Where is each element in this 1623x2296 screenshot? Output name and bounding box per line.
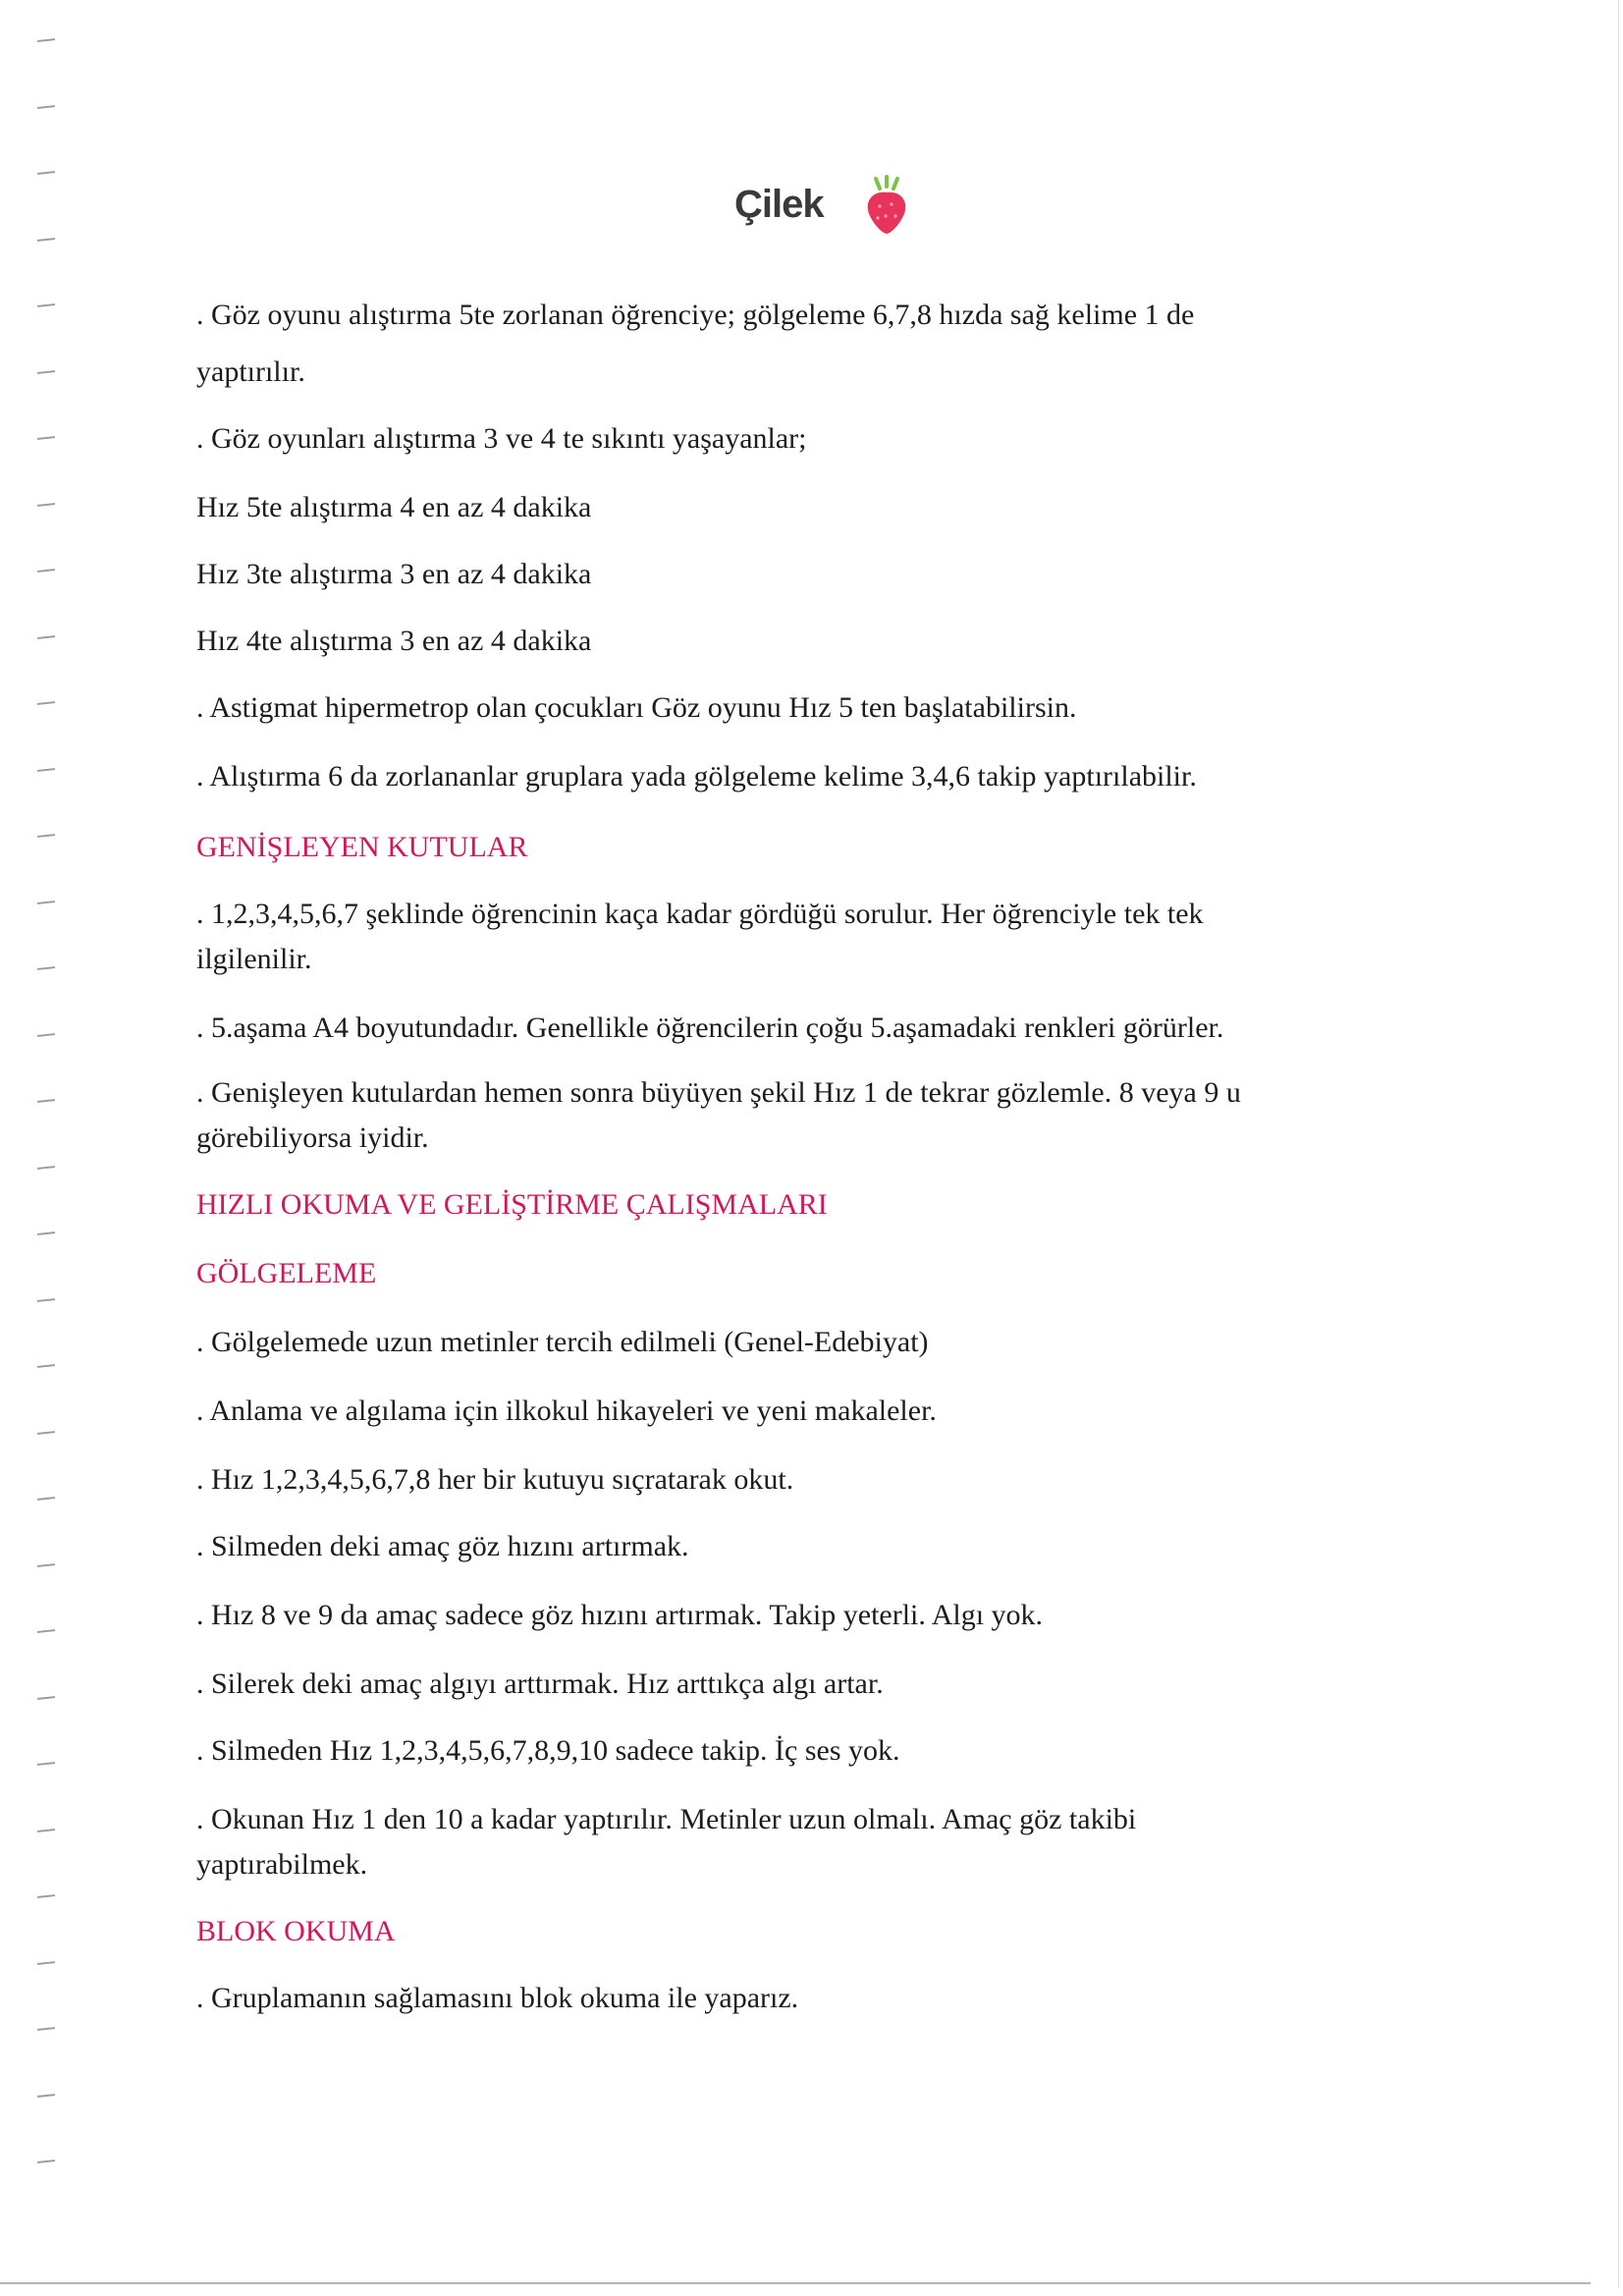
heading-golgeleme: GÖLGELEME [196,1257,377,1289]
hole-mark [37,303,55,307]
strawberry-icon [862,175,911,236]
paragraph-9: . 5.aşama A4 boyutundadır. Genellikle öğrencilerin çoğu 5.aşamadaki renkleri görürler. [196,1011,1224,1044]
paragraph-4: Hız 3te alıştırma 3 en az 4 dakika [196,558,592,590]
hole-mark [37,105,55,109]
hole-mark [37,503,55,507]
paragraph-10-line-1: . Genişleyen kutulardan hemen sonra büyüyen şekil Hız 1 de tekrar gözlemle. 8 veya 9 u [196,1076,1241,1109]
paragraph-8-line-2: ilgilenilir. [196,943,312,975]
paragraph-1-line-2: yaptırılır. [196,355,305,388]
hole-mark [37,436,55,440]
binder-hole-marks [37,39,67,2249]
hole-mark [37,1099,55,1103]
hole-mark [37,768,55,772]
hole-mark [37,701,55,705]
hole-mark [37,1364,55,1368]
hole-mark [37,370,55,374]
cilek-logo [734,175,931,253]
hole-mark [37,1033,55,1037]
paragraph-15: . Hız 8 ve 9 da amaç sadece göz hızını artırmak. Takip yeterli. Algı yok. [196,1599,1044,1631]
paragraph-6: . Astigmat hipermetrop olan çocukları Göz oyunu Hız 5 ten başlatabilirsin. [196,691,1077,724]
paragraph-19: . Gruplamanın sağlamasını blok okuma ile yaparız. [196,1982,799,2014]
paragraph-17: . Silmeden Hız 1,2,3,4,5,6,7,8,9,10 sadece takip. İç ses yok. [196,1734,900,1767]
hole-mark [37,1497,55,1501]
paragraph-18-line-1: . Okunan Hız 1 den 10 a kadar yaptırılır. Metinler uzun olmalı. Amaç göz takibi [196,1803,1137,1835]
hole-mark [37,1231,55,1235]
paragraph-5: Hız 4te alıştırma 3 en az 4 dakika [196,625,592,657]
paragraph-16: . Silerek deki amaç algıyı arttırmak. Hız arttıkça algı artar. [196,1667,884,1700]
hole-mark [37,1431,55,1435]
hole-mark [37,1961,55,1965]
paragraph-13: . Hız 1,2,3,4,5,6,7,8 her bir kutuyu sıçratarak okut. [196,1463,794,1496]
hole-mark [37,1762,55,1766]
paragraph-1-line-1: . Göz oyunu alıştırma 5te zorlanan öğrenciye; gölgeleme 6,7,8 hızda sağ kelime 1 de [196,299,1195,331]
hole-mark [37,2094,55,2098]
paragraph-3: Hız 5te alıştırma 4 en az 4 dakika [196,491,592,523]
logo-wordmark: Çilek [734,183,824,226]
hole-mark [37,901,55,904]
paragraph-12: . Anlama ve algılama için ilkokul hikayeleri ve yeni makaleler. [196,1394,937,1427]
hole-mark [37,635,55,639]
paragraph-18-line-2: yaptırabilmek. [196,1848,368,1881]
hole-mark [37,2159,55,2163]
paragraph-11: . Gölgelemede uzun metinler tercih edilmeli (Genel-Edebiyat) [196,1326,929,1358]
hole-mark [37,171,55,175]
heading-blok-okuma: BLOK OKUMA [196,1915,396,1947]
hole-mark [37,966,55,970]
hole-mark [37,834,55,838]
hole-mark [37,1298,55,1302]
heading-hizli-okuma: HIZLI OKUMA VE GELİŞTİRME ÇALIŞMALARI [196,1188,828,1221]
paragraph-10-line-2: görebiliyorsa iyidir. [196,1121,429,1154]
hole-mark [37,38,55,42]
paragraph-7: . Alıştırma 6 da zorlananlar gruplara yada gölgeleme kelime 3,4,6 takip yaptırılabilir. [196,760,1197,793]
paragraph-8-line-1: . 1,2,3,4,5,6,7 şeklinde öğrencinin kaça kadar gördüğü sorulur. Her öğrenciyle tek tek [196,898,1204,930]
hole-mark [37,1894,55,1898]
heading-genisleyen-kutular: GENİŞLEYEN KUTULAR [196,831,528,863]
page-bottom-edge [0,2282,1591,2284]
hole-mark [37,1629,55,1633]
hole-mark [37,1563,55,1567]
hole-mark [37,1166,55,1170]
hole-mark [37,2027,55,2031]
hole-mark [37,238,55,242]
hole-mark [37,569,55,573]
hole-mark [37,1696,55,1700]
page-right-edge [1618,0,1619,2288]
paragraph-14: . Silmeden deki amaç göz hızını artırmak. [196,1530,689,1562]
paragraph-2: . Göz oyunları alıştırma 3 ve 4 te sıkıntı yaşayanlar; [196,422,807,455]
hole-mark [37,1829,55,1832]
